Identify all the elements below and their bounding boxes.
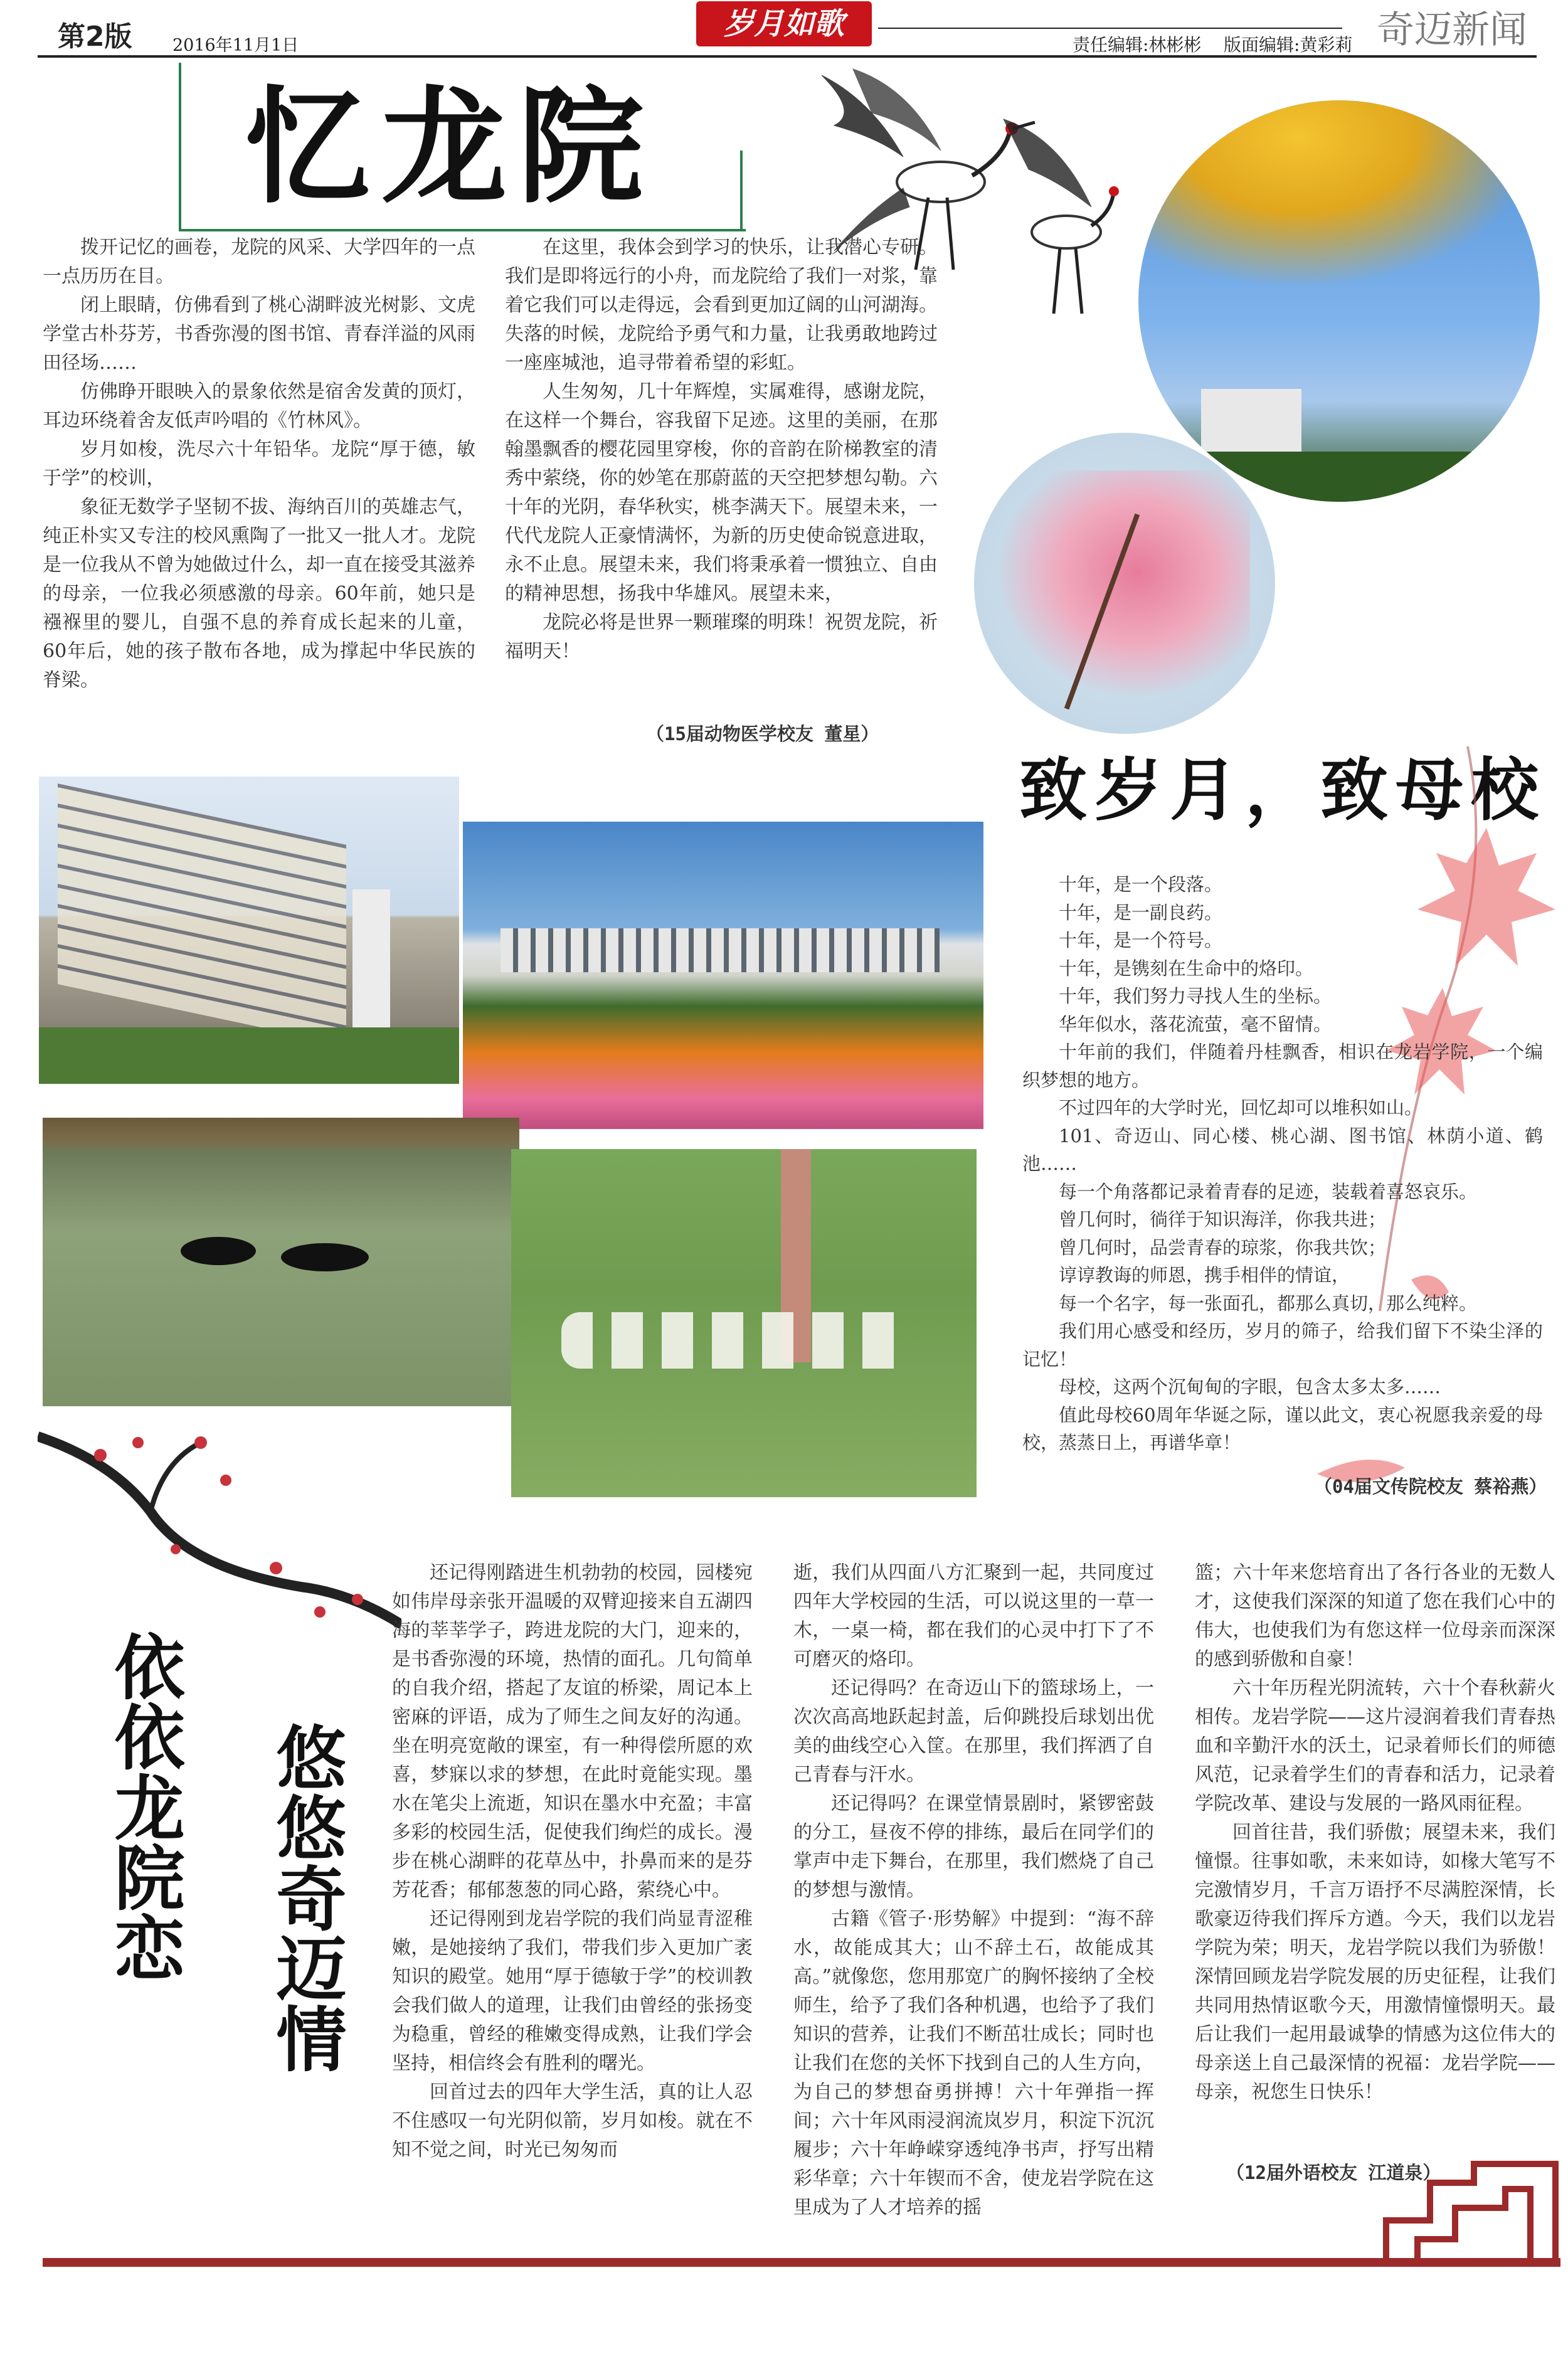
article2-p3: 十年，是一个符号。 <box>1059 930 1223 951</box>
ginkgo-circle-photo <box>1138 100 1540 502</box>
article2-p1: 十年，是一个段落。 <box>1059 874 1223 895</box>
article3-col2-p3: 还记得吗？在课堂情景剧时，紧锣密鼓的分工，昼夜不停的排练，最后在同学们的掌声中走下舞台，在那里，我们燃烧了自己的梦想与激情。 <box>793 1793 1154 1901</box>
article2-p9: 101、奇迈山、同心楼、桃心湖、图书馆、林荫小道、鹤池…… <box>1022 1125 1543 1174</box>
article3-col2-p2: 还记得吗？在奇迈山下的篮球场上，一次次高高地跃起封盖，后仰跳投后球划出优美的曲线空心入筐。在那里，我们挥洒了自己青春与汗水。 <box>793 1677 1154 1786</box>
article3-col1-p3: 回首过去的四年大学生活，真的让人忍不住感叹一句光阴似箭，岁月如梭。就在不知不觉之间，时光已匆匆而 <box>392 2081 753 2161</box>
article2-p13: 谆谆教诲的师恩，携手相伴的情谊， <box>1059 1264 1350 1286</box>
article2-p5: 十年，我们努力寻找人生的坐标。 <box>1059 985 1332 1007</box>
article2-p11: 曾几何时，徜徉于知识海洋，你我共进； <box>1059 1209 1387 1230</box>
paper-name: 奇迈新闻 <box>1377 8 1527 52</box>
article1-column-2 <box>505 233 938 666</box>
header-top-rule-right <box>878 28 1342 29</box>
article3-column-3 <box>1195 1559 1555 2107</box>
article1-col1-p3: 仿佛睁开眼映入的景象依然是宿舍发黄的顶灯，耳边环绕着舍友低声吟唱的《竹林风》。 <box>43 381 475 432</box>
campus-building-photo <box>39 777 459 1084</box>
article3-col1-p1: 还记得刚踏进生机勃勃的校园，园楼宛如伟岸母亲张开温暖的双臂迎接来自五湖四海的莘莘学子，跨进龙院的大门，迎来的，是书香弥漫的环境，热情的面孔。几句简单的自我介绍，搭起了友谊的桥梁，周记本上密麻的评语，成为了师生之间友好的沟通。坐在明亮宽敞的课室，有一种得偿所愿的欢喜，梦寐以求的梦想，在此时竟能实现。墨水在笔尖上流逝，知识在墨水中充盈；丰富多彩的校园生活，促使我们绚烂的成长。漫步在桃心湖畔的花草丛中，扑鼻而来的是芬芳花香；郁郁葱葱的同心路，萦绕心中。 <box>392 1562 753 1901</box>
plum-branch-illustration <box>38 1424 401 1650</box>
article2-body <box>1022 871 1543 1457</box>
title-frame-right-tick <box>740 151 743 229</box>
article2-p7: 十年前的我们，伴随着丹桂飘香，相识在龙岩学院，一个编织梦想的地方。 <box>1022 1041 1543 1091</box>
article1-title: 忆龙院 <box>245 73 655 221</box>
column-tag <box>696 1 872 46</box>
article1-col1-p5: 象征无数学子坚韧不拔、海纳百川的英雄志气，纯正朴实又专注的校风熏陶了一批又一批人才。龙院是一位我从不曾为她做过什么，却一直在接受其滋养的母亲，一位我必须感激的母亲。60年前，她只是襁褓里的婴儿，自强不息的养育成长起来的儿童，60年后，她的孩子散布各地，成为撑起中华民族的脊梁。 <box>43 496 475 691</box>
article2-p10: 每一个角落都记录着青春的足迹，装载着喜怒哀乐。 <box>1059 1180 1478 1202</box>
article2-p16: 母校，这两个沉甸甸的字眼，包含太多太多…… <box>1059 1376 1441 1397</box>
article1-col2-p3: 龙院必将是世界一颗璀璨的明珠！祝贺龙院，祈福明天！ <box>505 612 938 662</box>
footer-fret-ornament <box>1380 2158 1562 2271</box>
column-tag-text: 岁月如歌 <box>723 6 844 41</box>
article1-col1-p1: 拨开记忆的画卷，龙院的风采、大学四年的一点一点历历在目。 <box>43 236 475 287</box>
article1-col2-p2: 人生匆匆，几十年辉煌，实属难得，感谢龙院，在这样一个舞台，容我留下足迹。这里的美丽，在那翰墨飘香的樱花园里穿梭，你的音韵在阶梯教室的清秀中萦绕，你的妙笔在那蔚蓝的天空把梦想勾勒。六十年的光阴，春华秋实，桃李满天下。展望未来，一代代龙院人正豪情满怀，为新的历史使命锐意进取，永不止息。展望未来，我们将秉承着一惯独立、自由的精神思想，扬我中华雄风。展望未来， <box>505 381 938 605</box>
article2-p15: 我们用心感受和经历，岁月的筛子，给我们留下不染尘泽的记忆！ <box>1022 1320 1543 1370</box>
article2-p2: 十年，是一副良药。 <box>1059 901 1223 923</box>
blossom-circle-photo <box>974 433 1275 734</box>
black-swans-photo <box>43 1118 519 1406</box>
issue-date: 2016年11月1日 <box>172 36 299 55</box>
article2-credit: （04届文传院校友 蔡裕燕） <box>1314 1476 1547 1497</box>
white-geese-photo <box>511 1149 977 1497</box>
article3-column-1 <box>392 1559 753 2165</box>
article2-p12: 曾几何时，品尝青春的琼浆，你我共饮； <box>1059 1236 1387 1258</box>
article3-credit: （12届外语校友 江道泉） <box>1226 2162 1441 2183</box>
article3-col3-p2: 六十年历程光阴流转，六十个春秋薪火相传。龙岩学院——这片浸润着我们青春热血和辛勤汗水的沃土，记录着师长们的师德风范，记录着学生们的青春和活力，记录着学院改革、建设与发展的一路风雨征程。 <box>1195 1677 1555 1815</box>
article2-title: 致岁月，致母校 <box>1019 751 1547 830</box>
article2-p8: 不过四年的大学时光，回忆却可以堆积如山。 <box>1059 1097 1423 1118</box>
article3-col3-p1: 篮；六十年来您培育出了各行各业的无数人才，这使我们深深的知道了您在我们心中的伟大，也使我们为有您这样一位母亲而深深的感到骄傲和自豪！ <box>1195 1562 1555 1670</box>
footer-rule <box>43 2258 1560 2267</box>
article3-column-2 <box>793 1559 1154 2222</box>
editors-line: 责任编辑:林彬彬 版面编辑:黄彩莉 <box>1073 34 1353 55</box>
article3-col3-p3: 回首往昔，我们骄傲；展望未来，我们憧憬。往事如歌，未来如诗，如椽大笔写不完激情岁月，千言万语抒不尽满腔深情，长歌豪迈待我们挥斥方遒。今天，我们以龙岩学院为荣；明天，龙岩学院以我们为骄傲！深情回顾龙岩学院发展的历史征程，让我们共同用热情讴歌今天，用激情憧憬明天。最后让我们一起用最诚挚的情感为这位伟大的母亲送上自己最深情的祝福：龙岩学院——母亲，祝您生日快乐！ <box>1195 1821 1555 2103</box>
article1-col2-p1: 在这里，我体会到学习的快乐，让我潜心专研。我们是即将远行的小舟，而龙院给了我们一对浆，靠着它我们可以走得远，会看到更加辽阔的山河湖海。失落的时候，龙院给予勇气和力量，让我勇敢地跨过一座座城池，追寻带着希望的彩虹。 <box>505 236 938 374</box>
article3-title-right: 悠悠奇迈情 <box>265 1722 347 2073</box>
article2-p17: 值此母校60周年华诞之际，谨以此文，衷心祝愿我亲爱的母校，蒸蒸日上，再谱华章！ <box>1022 1404 1543 1453</box>
article3-col1-p2: 还记得刚到龙岩学院的我们尚显青涩稚嫩，是她接纳了我们，带我们步入更加广袤知识的殿堂。她用“厚于德敏于学”的校训教会我们做人的道理，让我们由曾经的张扬变为稳重，曾经的稚嫩变得成熟，让我们学会坚持，相信终会有胜利的曙光。 <box>392 1908 753 2074</box>
article1-column-1 <box>43 233 475 695</box>
article1-credit: （15届动物医学校友 董星） <box>646 723 879 745</box>
article1-col1-p2: 闭上眼睛，仿佛看到了桃心湖畔波光树影、文虎学堂古朴芬芳，书香弥漫的图书馆、青春洋溢的风雨田径场…… <box>43 294 475 374</box>
header-rule <box>38 55 1537 58</box>
flower-field-photo <box>463 822 983 1129</box>
article2-p4: 十年，是镌刻在生命中的烙印。 <box>1059 957 1314 979</box>
article3-col2-p1: 逝，我们从四面八方汇聚到一起，共同度过四年大学校园的生活，可以说这里的一草一木，一桌一椅，都在我们的心灵中打下了不可磨灭的烙印。 <box>793 1562 1154 1670</box>
article2-p6: 华年似水，落花流萤，毫不留情。 <box>1059 1013 1332 1035</box>
article3-title-left: 依依龙院恋 <box>103 1631 185 1982</box>
edition-label: 第2版 <box>58 21 132 53</box>
article2-p14: 每一个名字，每一张面孔，都那么真切，那么纯粹。 <box>1059 1292 1478 1314</box>
article3-col2-p4: 古籍《管子·形势解》中提到：“海不辞水，故能成其大；山不辞土石，故能成其高。”就像您，您用那宽广的胸怀接纳了全校师生，给予了我们各种机遇，也给予了我们知识的营养，让我们不断茁壮成长；同时也让我们在您的关怀下找到自己的人生方向，为自己的梦想奋勇拼搏！六十年弹指一挥间；六十年风雨浸润流岚岁月，积淀下沉沉履步；六十年峥嵘穿透纯净书声，抒写出精彩华章；六十年锲而不舍，使龙岩学院在这里成为了人才培养的摇 <box>793 1908 1154 2219</box>
article1-col1-p4: 岁月如梭，洗尽六十年铅华。龙院“厚于德，敏于学”的校训， <box>43 438 475 489</box>
